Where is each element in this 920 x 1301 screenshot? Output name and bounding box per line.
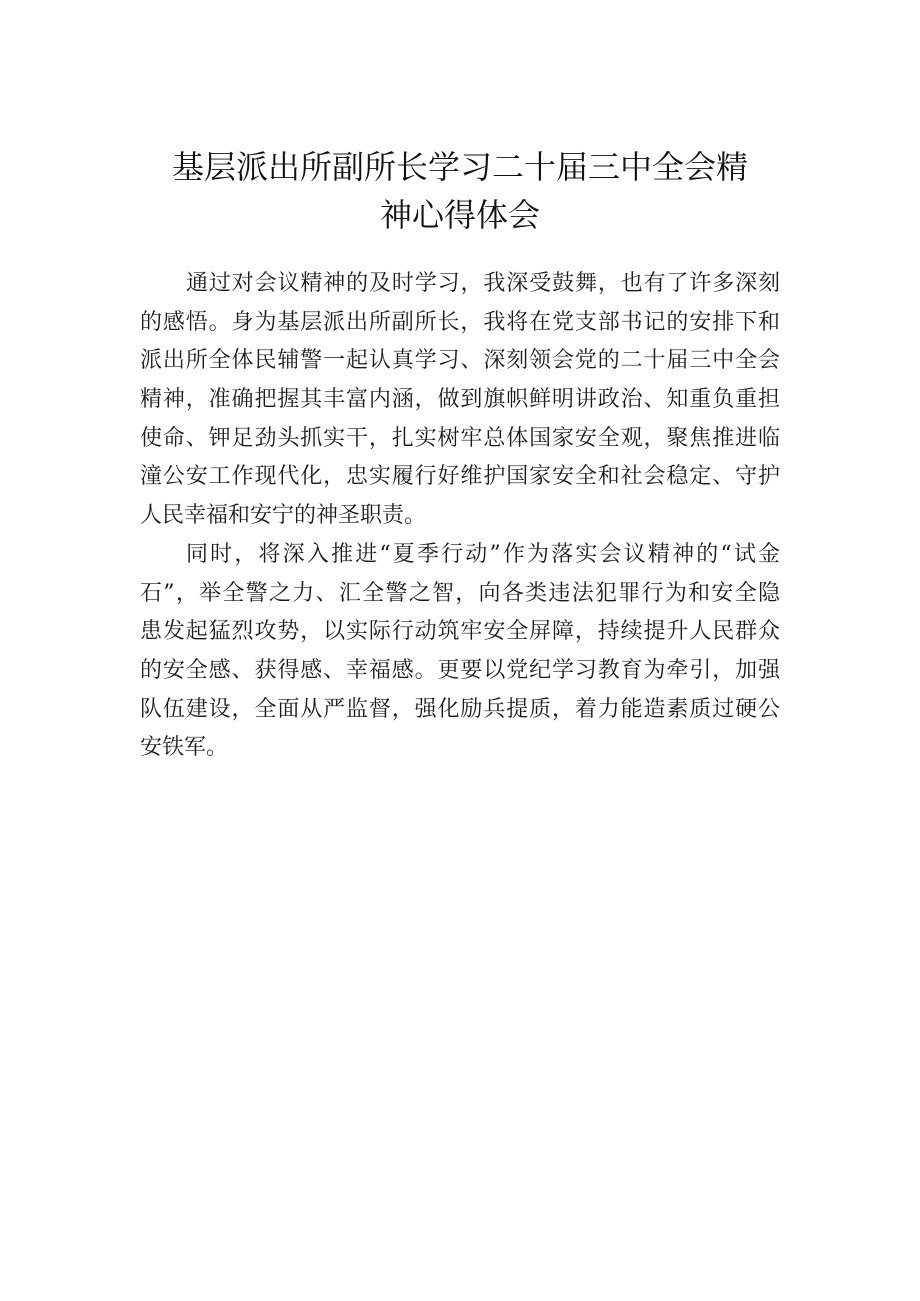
paragraph-line: 人民幸福和安宁的神圣职责。: [140, 503, 427, 529]
paragraph-line: 的感悟。身为基层派出所副所长，我将在党支部书记的安排下和: [140, 309, 780, 335]
paragraph-line: 安铁军。: [140, 735, 229, 761]
document-title: [140, 143, 780, 239]
paragraph-line: 石”，举全警之力、汇全警之智，向各类违法犯罪行为和安全隐: [140, 580, 780, 606]
title-line: 神心得体会: [379, 196, 540, 234]
paragraph-line: 患发起猛烈攻势，以实际行动筑牢安全屏障，持续提升人民群众: [140, 619, 780, 645]
paragraph-2: [140, 536, 780, 768]
paragraph-line: 通过对会议精神的及时学习，我深受鼓舞，也有了许多深刻: [186, 271, 780, 296]
paragraph-line: 派出所全体民辅警一起认真学习、深刻领会党的二十届三中全会: [140, 348, 780, 374]
paragraph-line: 精神，准确把握其丰富内涵，做到旗帜鲜明讲政治、知重负重担: [140, 387, 780, 413]
paragraph-line: 队伍建设，全面从严监督，强化励兵提质，着力能造素质过硬公: [140, 696, 780, 722]
paragraph-line: 使命、钾足劲头抓实干，扎实树牢总体国家安全观，聚焦推进临: [140, 425, 780, 451]
title-line: 基层派出所副所长学习二十届三中全会精: [171, 148, 748, 186]
paragraph-line: 潼公安工作现代化，忠实履行好维护国家安全和社会稳定、守护: [140, 464, 780, 490]
paragraph-1: [140, 265, 780, 536]
paragraph-line: 的安全感、获得感、幸福感。更要以党纪学习教育为牵引，加强: [140, 657, 780, 683]
document-body: [140, 265, 780, 768]
paragraph-line: 同时，将深入推进“夏季行动”作为落实会议精神的“试金: [186, 541, 780, 567]
